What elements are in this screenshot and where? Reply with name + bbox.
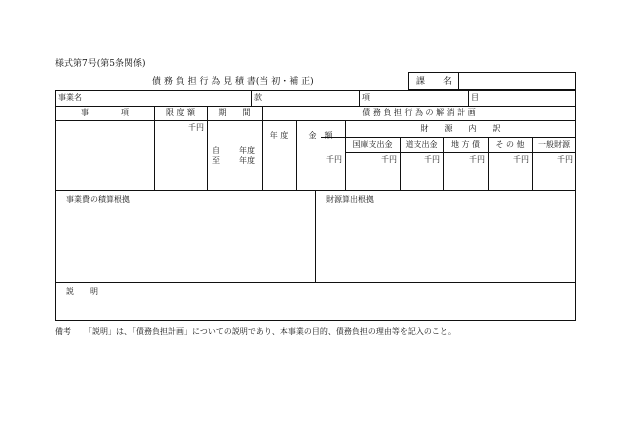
national-header: 国庫支出金	[352, 140, 393, 149]
period-from-year: 年度	[239, 146, 255, 155]
prefectural-unit: 千円	[424, 155, 440, 164]
plan-header: 債 務 負 担 行 為 の 解 消 計 画	[362, 108, 476, 117]
breakdown-header: 財 源 内 訳	[420, 124, 501, 133]
form-number: 様式第7号(第5条関係)	[55, 59, 146, 69]
period-header: 期 間	[218, 108, 251, 117]
project-name-label: 事業名	[58, 93, 82, 102]
local-bond-header: 地 方 債	[450, 140, 481, 149]
prefectural-header: 道支出金	[405, 140, 438, 149]
form-title: 債 務 負 担 行 為 見 積 書(当 初・補 正)	[152, 77, 314, 87]
national-unit: 千円	[381, 155, 397, 164]
fiscal-year-header: 年 度	[269, 131, 289, 140]
cost-basis-label: 事業費の積算根拠	[66, 195, 130, 204]
period-to-label: 至	[212, 156, 220, 165]
other-unit: 千円	[513, 155, 529, 164]
period-from-label: 自	[212, 146, 220, 155]
general-header: 一般財源	[538, 140, 570, 149]
limit-header: 限 度 額	[165, 108, 196, 117]
kan-label: 款	[254, 93, 262, 102]
amount-unit: 千円	[326, 155, 342, 164]
amount-header: 金 額	[308, 131, 333, 140]
local-bond-unit: 千円	[469, 155, 485, 164]
item-header: 事 項	[81, 108, 129, 117]
footnote-text: 「説明」は、「債務負担計画」についての説明であり、本事業の目的、債務負担の理由等を記入のこと。	[84, 327, 456, 336]
kou-label: 項	[362, 93, 370, 102]
revenue-basis-label: 財源算出根拠	[326, 195, 374, 204]
footnote-label: 備考	[55, 327, 71, 336]
explanation-label: 説 明	[66, 287, 98, 296]
period-to-year: 年度	[239, 156, 255, 165]
moku-label: 目	[471, 93, 479, 102]
other-header: そ の 他	[495, 140, 525, 149]
general-unit: 千円	[557, 155, 573, 164]
limit-unit: 千円	[188, 123, 204, 132]
section-label: 課 名	[416, 77, 453, 87]
